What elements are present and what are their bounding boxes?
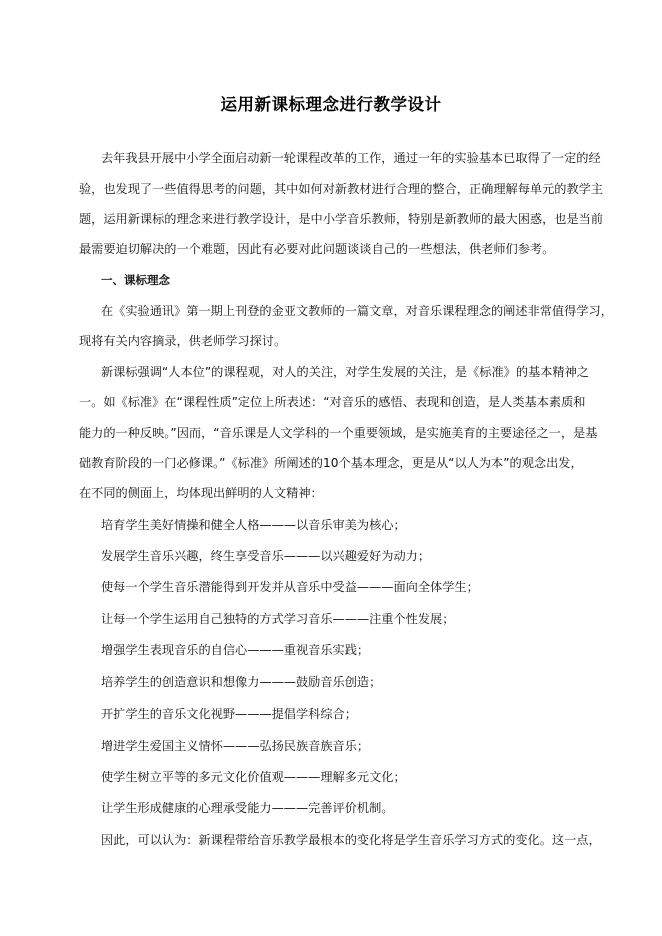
intro-line-1: 去年我县开展中小学全面启动新一轮课程改革的工作，通过一年的实验基本已取得了一定的经 [101, 151, 601, 165]
idea-item: 发展学生音乐兴趣，终生享受音乐———以兴趣爱好为动力； [101, 549, 431, 563]
idea-item: 让每一个学生运用自己独特的方式学习音乐———注重个性发展； [101, 612, 455, 626]
idea-item: 增进学生爱国主义情怀———弘扬民族音族音乐； [101, 739, 370, 753]
idea-item: 使学生树立平等的多元文化价值观———理解多元文化； [101, 770, 406, 784]
para3-line-4: 础教育阶段的一门必修课。”《标准》所阐述的10个基本理念，更是从“以人为本”的观念出发， [79, 456, 583, 470]
idea-item: 培养学生的创造意识和想像力———鼓励音乐创造； [101, 675, 382, 689]
para3-line-5: 在不同的侧面上，均体现出鲜明的人文精神： [79, 486, 323, 500]
idea-item: 开扩学生的音乐文化视野———提倡学科综合； [101, 707, 357, 721]
para2-line-2: 现将有关内容摘录，供老师学习探讨。 [79, 334, 287, 348]
intro-line-3: 题，运用新课标的理念来进行教学设计，是中小学音乐教师，特别是新教师的最大困惑，也是当前 [79, 212, 604, 226]
para3-line-1: 新课标强调“人本位”的课程观，对人的关注，对学生发展的关注，是《标准》的基本精神之 [101, 365, 589, 379]
idea-item: 培育学生美好情操和健全人格———以音乐审美为核心； [101, 518, 406, 532]
para3-line-2: 一。如《标准》在“课程性质”定位上所表述：“对音乐的感悟、表现和创造，是人类基本素质和 [79, 395, 586, 409]
idea-item: 增强学生表现音乐的自信心———重视音乐实践； [101, 643, 370, 657]
intro-line-2: 验，也发现了一些值得思考的问题，其中如何对新教材进行合理的整合，正确理解每单元的教学主 [79, 182, 604, 196]
section-heading: 一、课标理念 [101, 273, 170, 287]
idea-item: 让学生形成健康的心理承受能力———完善评价机制。 [101, 801, 394, 815]
final-line: 因此，可以认为：新课程带给音乐教学最根本的变化将是学生音乐学习方式的变化。这一点， [101, 833, 601, 847]
para2-line-1: 在《实验通讯》第一期上刊登的金亚文教师的一篇文章，对音乐课程理念的阐述非常值得学习， [101, 304, 613, 318]
idea-item: 使每一个学生音乐潜能得到开发并从音乐中受益———面向全体学生； [101, 580, 479, 594]
intro-line-4: 最需要迫切解决的一个难题，因此有必要对此问题谈谈自己的一些想法，供老师们参考。 [79, 242, 555, 256]
para3-line-3: 能力的一种反映。”因而，“音乐课是人文学科的一个重要领域，是实施美育的主要途径之一，是基 [79, 426, 598, 440]
document-title: 运用新课标理念进行教学设计 [220, 95, 442, 114]
